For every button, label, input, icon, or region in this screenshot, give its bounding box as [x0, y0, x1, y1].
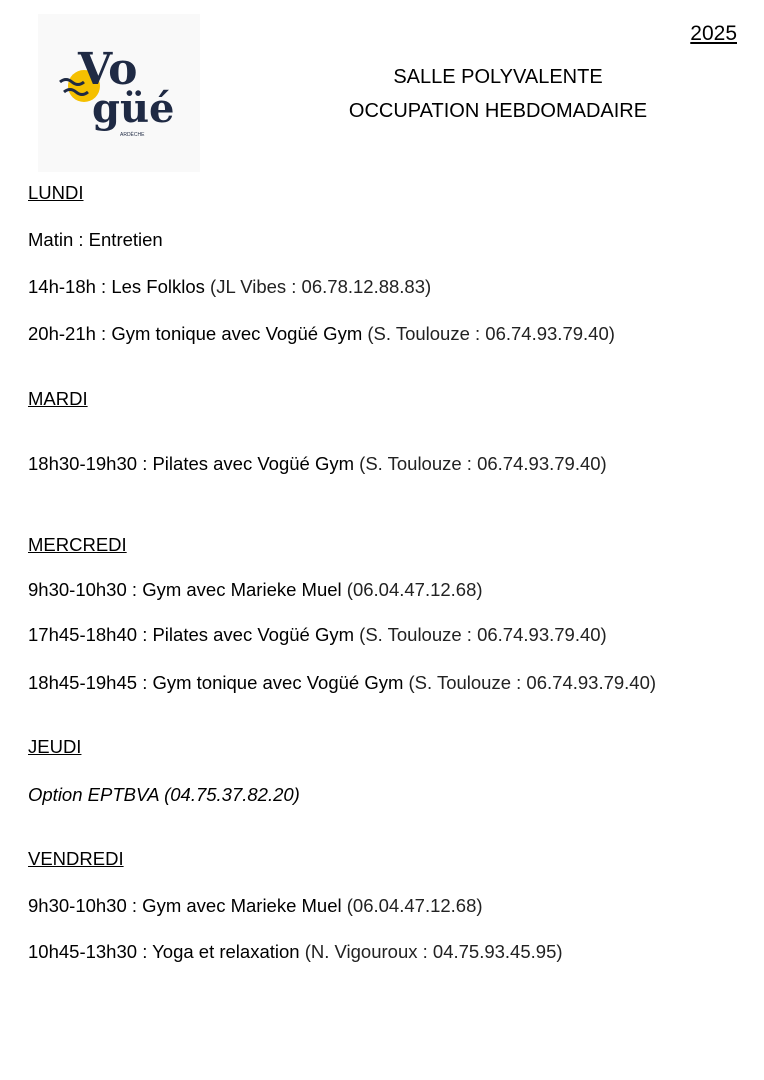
schedule-line	[28, 323, 615, 345]
entry-contact: (S. Toulouze : 06.74.93.79.40)	[362, 323, 615, 344]
schedule-line-option: Option EPTBVA (04.75.37.82.20)	[28, 784, 300, 805]
schedule-line	[28, 672, 656, 694]
page-title-line1: SALLE POLYVALENTE	[393, 66, 603, 88]
entry-time: 9h30-10h30	[28, 579, 127, 600]
logo-line1: Vo	[78, 44, 138, 95]
day-heading-jeudi: JEUDI	[28, 736, 82, 757]
entry-time: 18h30-19h30 : Pilates avec Vogüé Gym	[28, 453, 355, 474]
entry-time: 14h-18h	[28, 276, 96, 297]
entry-time: 20h-21h	[28, 323, 96, 344]
entry-activity: Gym tonique avec Vogüé Gym	[111, 323, 363, 344]
logo-sub: ARDÈCHE	[120, 132, 145, 138]
entry-contact: (S. Toulouze : 06.74.93.79.40)	[354, 624, 607, 645]
schedule-line	[28, 276, 431, 298]
entry-contact: (JL Vibes : 06.78.12.88.83)	[204, 276, 432, 297]
entry-contact: (S. Toulouze : 06.74.93.79.40)	[354, 453, 607, 474]
year-label: 2025	[690, 22, 737, 45]
schedule-line	[28, 941, 563, 963]
vogue-logo-graphic	[38, 14, 200, 172]
entry-contact: (N. Vigouroux : 04.75.93.45.95)	[299, 941, 563, 962]
schedule-line	[28, 453, 607, 475]
entry-time: 10h45-13h30 : Yoga et relaxation	[28, 941, 300, 962]
entry-time: 9h30-10h30 : Gym avec Marieke Muel	[28, 895, 342, 916]
entry-contact: (06.04.47.12.68)	[341, 579, 483, 600]
vogue-logo	[38, 14, 200, 172]
day-heading-lundi: LUNDI	[28, 182, 84, 203]
entry-sep: :	[95, 276, 112, 297]
entry-sep: :	[73, 229, 89, 250]
day-heading-mercredi: MERCREDI	[28, 534, 127, 555]
schedule-line	[28, 579, 483, 601]
entry-time: 17h45-18h40 : Pilates avec Vogüé Gym	[28, 624, 355, 645]
entry-contact: (06.04.47.12.68)	[341, 895, 483, 916]
entry-sep: :	[95, 323, 112, 344]
entry-time: Matin	[28, 229, 74, 250]
logo-line2: güé	[92, 85, 175, 132]
entry-activity: Entretien	[88, 229, 163, 250]
day-heading-vendredi: VENDREDI	[28, 848, 124, 869]
page-title-line2: OCCUPATION HEBDOMADAIRE	[348, 100, 648, 122]
entry-time: 18h45-19h45 : Gym tonique avec Vogüé Gym	[28, 672, 404, 693]
schedule-line	[28, 895, 483, 917]
day-heading-mardi: MARDI	[28, 388, 88, 409]
entry-contact: (S. Toulouze : 06.74.93.79.40)	[403, 672, 657, 693]
entry-sep: :	[126, 579, 143, 600]
schedule-line	[28, 229, 163, 251]
entry-activity: Gym avec Marieke Muel	[142, 579, 342, 600]
schedule-line	[28, 624, 607, 646]
entry-activity: Les Folklos	[111, 276, 205, 297]
